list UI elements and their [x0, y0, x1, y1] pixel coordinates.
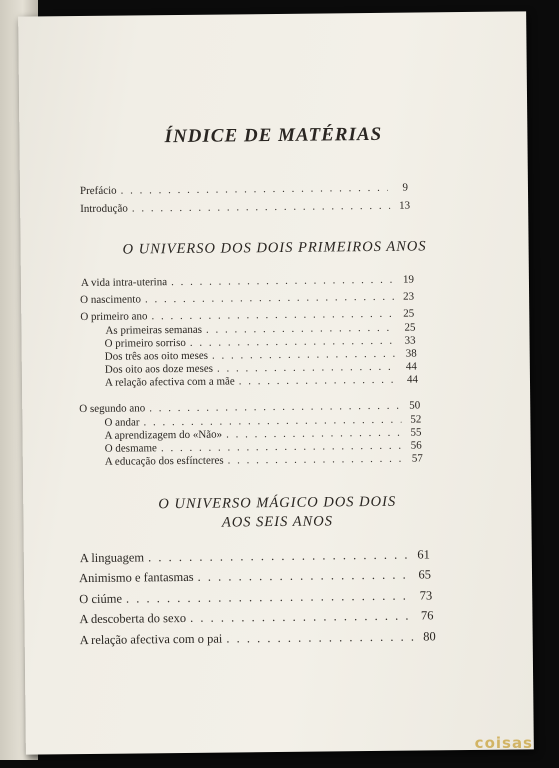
- dot-leader: [198, 568, 412, 585]
- toc-entry-page: 33: [404, 334, 416, 347]
- dot-leader: [228, 453, 403, 467]
- toc-entry-label: O nascimento: [80, 293, 141, 307]
- toc-entry-label: A relação afectiva com o pai: [79, 631, 223, 648]
- toc-entry-label: O ciúme: [79, 591, 123, 607]
- page-title: ÍNDICE DE MATÉRIAS: [164, 123, 383, 148]
- toc-entry-page: 50: [409, 399, 421, 412]
- dot-leader: [151, 308, 394, 323]
- dot-leader: [226, 630, 416, 647]
- toc-entry-page: 44: [406, 373, 419, 386]
- dot-leader: [217, 361, 397, 375]
- toc-entry-label: Dos três aos oito meses: [104, 349, 209, 363]
- toc-entry-label: O segundo ano: [79, 402, 146, 416]
- toc-entry: [105, 452, 423, 467]
- toc-entry: [79, 608, 433, 627]
- toc-entry-label: O andar: [104, 416, 140, 429]
- dot-leader: [161, 440, 402, 455]
- dot-leader: [121, 182, 388, 197]
- toc-entry-label: O primeiro sorriso: [104, 336, 186, 350]
- toc-entry-page: 25: [404, 321, 416, 334]
- dot-leader: [171, 274, 394, 288]
- toc-entry: [81, 274, 414, 289]
- section-heading-line1: O UNIVERSO MÁGICO DOS DOIS: [158, 493, 397, 513]
- toc-entry-label: Dos oito aos doze meses: [104, 362, 214, 376]
- toc-entry: [105, 374, 418, 389]
- toc-entry: [80, 291, 414, 306]
- toc-entry-page: 19: [402, 273, 414, 286]
- toc-entry-label: Introdução: [80, 202, 128, 216]
- dot-leader: [212, 348, 397, 362]
- dot-leader: [190, 335, 396, 349]
- dot-leader: [206, 322, 396, 336]
- section-heading: O UNIVERSO DOS DOIS PRIMEIROS ANOS: [122, 238, 427, 258]
- toc-entry-page: 23: [403, 290, 415, 303]
- watermark-logo: coisas: [474, 734, 533, 752]
- toc-entry-page: 52: [410, 413, 422, 426]
- dot-leader: [126, 589, 412, 607]
- toc-entry-label: A relação afectiva com a mãe: [104, 375, 235, 389]
- toc-entry-label: A educação dos esfíncteres: [104, 454, 224, 468]
- toc-entry-page: 13: [399, 199, 411, 212]
- toc-entry: [79, 588, 432, 607]
- toc-entry-label: A vida intra-uterina: [80, 276, 168, 290]
- toc-entry-label: O primeiro ano: [80, 310, 148, 324]
- toc-entry-label: A descoberta do sexo: [79, 610, 187, 627]
- book-page: [18, 11, 534, 754]
- toc-entry: [79, 399, 420, 415]
- toc-entry-page: 61: [417, 547, 430, 562]
- dot-leader: [148, 548, 410, 566]
- toc-entry-prefacio: [80, 182, 408, 197]
- dot-leader: [226, 427, 402, 441]
- toc-entry-label: Animismo e fantasmas: [78, 569, 194, 586]
- toc-entry-page: 38: [405, 347, 417, 360]
- toc-entry-page: 25: [403, 307, 415, 320]
- toc-entry: [79, 567, 431, 586]
- toc-entry-page: 73: [419, 588, 433, 603]
- toc-entry: [80, 308, 414, 323]
- dot-leader: [145, 291, 394, 306]
- toc-entry-page: 9: [402, 181, 409, 194]
- toc-entry-page: 76: [420, 608, 434, 623]
- toc-entry-label: O desmame: [104, 442, 157, 455]
- toc-entry-label: Prefácio: [79, 184, 117, 198]
- toc-entry-page: 56: [410, 439, 422, 452]
- dot-leader: [239, 374, 398, 388]
- toc-entry-page: 44: [405, 360, 417, 373]
- toc-entry: [80, 547, 430, 566]
- dot-leader: [132, 200, 390, 215]
- toc-entry-page: 55: [410, 426, 422, 439]
- toc-entry-label: A aprendizagem do «Não»: [104, 428, 223, 442]
- toc-entry-page: 80: [423, 629, 436, 644]
- toc-entry-label: As primeiras semanas: [105, 323, 203, 337]
- toc-entry: [80, 629, 436, 648]
- toc-entry-page: 57: [411, 452, 423, 465]
- section-heading-line2: AOS SEIS ANOS: [221, 513, 334, 531]
- toc-entry-page: 65: [418, 567, 432, 582]
- toc-entry-label: A linguagem: [79, 550, 145, 566]
- dot-leader: [149, 400, 400, 415]
- dot-leader: [190, 609, 414, 626]
- toc-entry-introducao: [80, 200, 410, 215]
